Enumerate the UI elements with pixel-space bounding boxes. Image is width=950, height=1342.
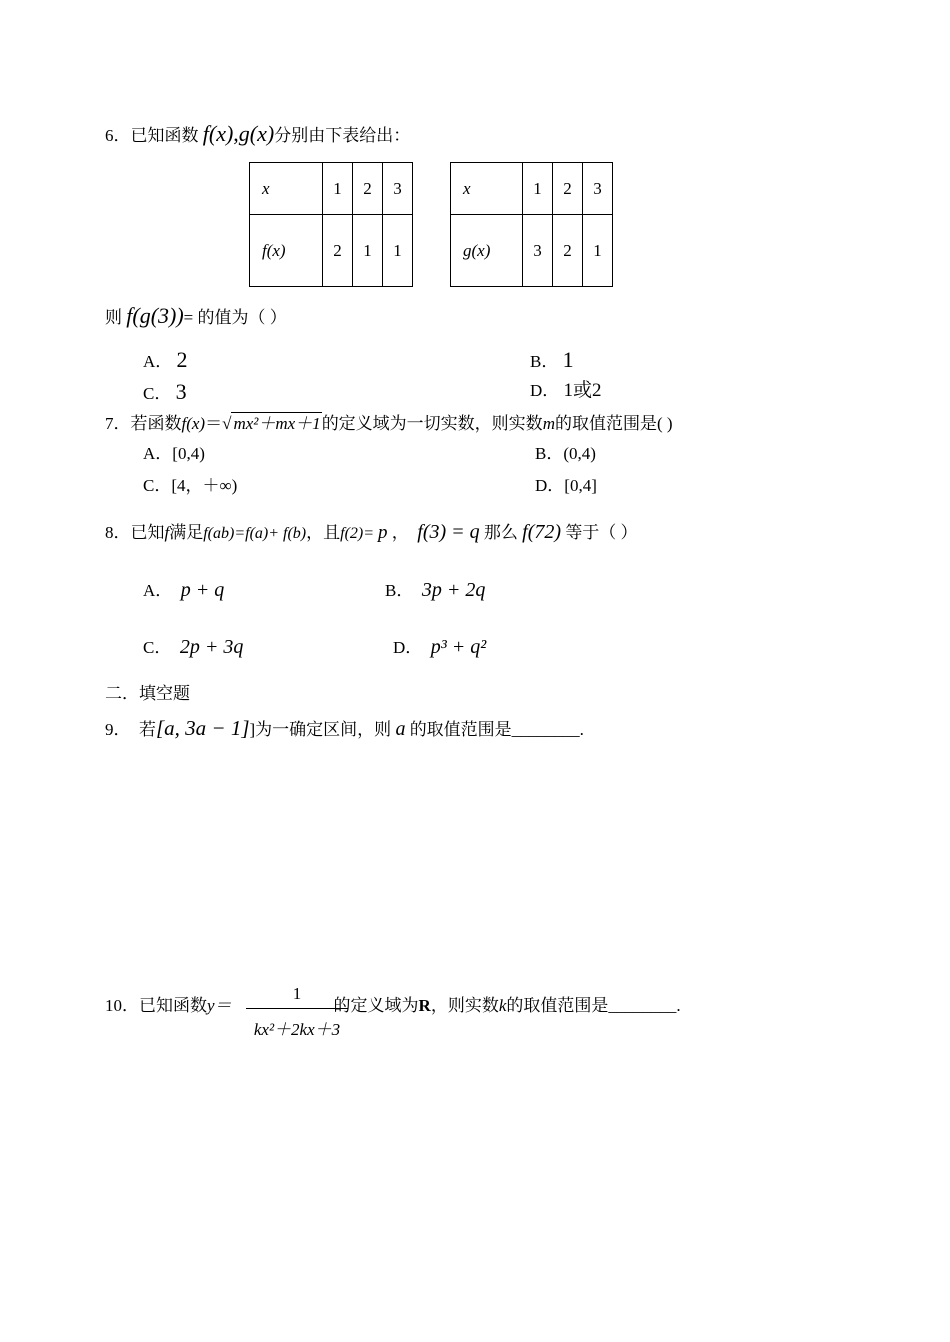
q9-stem (105, 718, 584, 739)
q10-R: R (418, 996, 431, 1015)
option-value: [0,4] (564, 476, 597, 495)
q8-text: ，且 (306, 523, 341, 542)
q9-text: 若 (139, 720, 156, 739)
q8-f3: f(3) = q (417, 521, 480, 543)
q7-radicand: mx²＋mx＋1 (233, 414, 321, 433)
q10-numerator: 1 (246, 984, 348, 1009)
table-g-header-gx: g(x) (451, 215, 523, 287)
option-label: C． (143, 476, 172, 495)
q6-ask-expr: f(g(3)) (126, 303, 184, 328)
q6-fx: f(x) (202, 121, 234, 146)
q6-gx: g(x) (238, 121, 275, 146)
q8-option-b[interactable] (385, 580, 485, 600)
q6-ask (105, 305, 287, 327)
table-f (249, 162, 413, 287)
q7-option-d[interactable] (535, 477, 597, 494)
q8-f: f (164, 523, 170, 542)
q9-text: ]为一确定区间，则 (249, 720, 392, 739)
table-f-cell: 2 (323, 215, 353, 287)
table-g-cell: 3 (523, 215, 553, 287)
q7-option-c[interactable] (143, 477, 237, 494)
option-label: A． (143, 581, 173, 600)
sqrt-icon: √ (222, 414, 232, 433)
option-label: A． (143, 444, 173, 463)
option-label: C． (143, 384, 172, 403)
q9-a: a (395, 718, 406, 740)
q7-fx: f(x) (181, 414, 206, 433)
option-value: p³ + q² (430, 636, 487, 658)
q7-text: 若函数 (130, 414, 182, 433)
q7-text-post: 的定义域为一切实数，则实数 (321, 414, 543, 433)
q7-option-a[interactable] (143, 445, 205, 462)
q6-option-c[interactable] (143, 381, 187, 403)
q6-ask-post: = 的值为（ ） (183, 308, 287, 327)
q6-stem (105, 123, 410, 145)
table-f-cell: 1 (383, 215, 413, 287)
option-value: p + q (180, 579, 225, 601)
q8-text: 已知 (130, 523, 165, 542)
q9-interval: [a, 3a − 1] (156, 716, 250, 740)
option-value: 1 (562, 347, 574, 372)
q9-text: 的取值范围是________. (409, 720, 584, 739)
table-f-cell: 3 (383, 163, 413, 215)
option-value: (0,4) (563, 444, 596, 463)
section-heading: 二．填空题 (105, 684, 190, 703)
q9-number: 9． (105, 720, 131, 739)
option-label: C． (143, 638, 172, 657)
option-label: D． (535, 476, 565, 495)
option-value: 1或2 (563, 380, 602, 401)
option-value: 3 (175, 379, 187, 404)
q6-comma: , (233, 121, 239, 146)
q8-relation: f(ab)=f(a)+ f(b) (203, 525, 307, 542)
q10-text: ，则实数 (430, 996, 499, 1015)
option-label: B． (385, 581, 414, 600)
q8-text: 那么 (479, 523, 523, 542)
option-value: [4，＋∞) (171, 476, 238, 495)
option-label: B． (530, 352, 559, 371)
q6-option-d[interactable] (530, 381, 602, 400)
table-f-cell: 1 (323, 163, 353, 215)
table-f-header-fx: f(x) (250, 215, 323, 287)
table-g-cell: 3 (583, 163, 613, 215)
q7-text-end: 的取值范围是( ) (554, 414, 673, 433)
q8-stem (105, 522, 638, 542)
q8-option-c[interactable] (143, 637, 243, 657)
q6-number: 6． (105, 126, 131, 145)
q10-fraction (246, 984, 348, 1040)
option-label: D． (393, 638, 423, 657)
option-label: D． (530, 381, 560, 400)
q8-f72: f(72) (522, 521, 562, 543)
q6-option-a[interactable] (143, 349, 188, 371)
q6-text: 已知函数 (130, 126, 199, 145)
q6-text-post: 分别由下表给出： (274, 126, 411, 145)
q7-option-b[interactable] (535, 445, 596, 462)
q6-option-b[interactable] (530, 349, 574, 371)
q8-number: 8． (105, 523, 131, 542)
q10-text: 的取值范围是________. (506, 996, 681, 1015)
table-g (450, 162, 613, 287)
q10-stem (105, 997, 681, 1014)
q10-k: k (498, 996, 507, 1015)
q10-denominator: kx²＋2kx＋3 (253, 1020, 341, 1039)
q7-number: 7． (105, 414, 131, 433)
q6-ask-pre: 则 (105, 308, 122, 327)
q7-m: m (542, 414, 555, 433)
option-label: B． (535, 444, 564, 463)
q10-text: 的定义域为 (333, 996, 419, 1015)
q10-y: y＝ (207, 996, 232, 1015)
table-f-cell: 1 (353, 215, 383, 287)
option-value: 2 (176, 347, 188, 372)
q8-p: p (378, 522, 388, 543)
q10-number: 10． (105, 996, 139, 1015)
q8-f2: f(2)= (340, 525, 379, 542)
table-g-cell: 2 (553, 163, 583, 215)
table-g-cell: 1 (583, 215, 613, 287)
table-g-cell: 2 (553, 215, 583, 287)
q8-option-d[interactable] (393, 637, 486, 657)
table-f-header-x: x (250, 163, 323, 215)
option-label: A． (143, 352, 173, 371)
option-value: 3p + 2q (421, 579, 486, 601)
q8-text: ， (387, 523, 409, 542)
q7-stem (105, 412, 673, 432)
q8-option-a[interactable] (143, 580, 224, 600)
q10-text: 已知函数 (139, 996, 207, 1015)
option-value: [0,4) (172, 444, 205, 463)
q8-text: 等于（ ） (561, 523, 638, 542)
q8-text: 满足 (169, 523, 204, 542)
table-g-cell: 1 (523, 163, 553, 215)
q7-eq: ＝ (205, 414, 223, 433)
table-f-cell: 2 (353, 163, 383, 215)
table-g-header-x: x (451, 163, 523, 215)
option-value: 2p + 3q (179, 636, 244, 658)
